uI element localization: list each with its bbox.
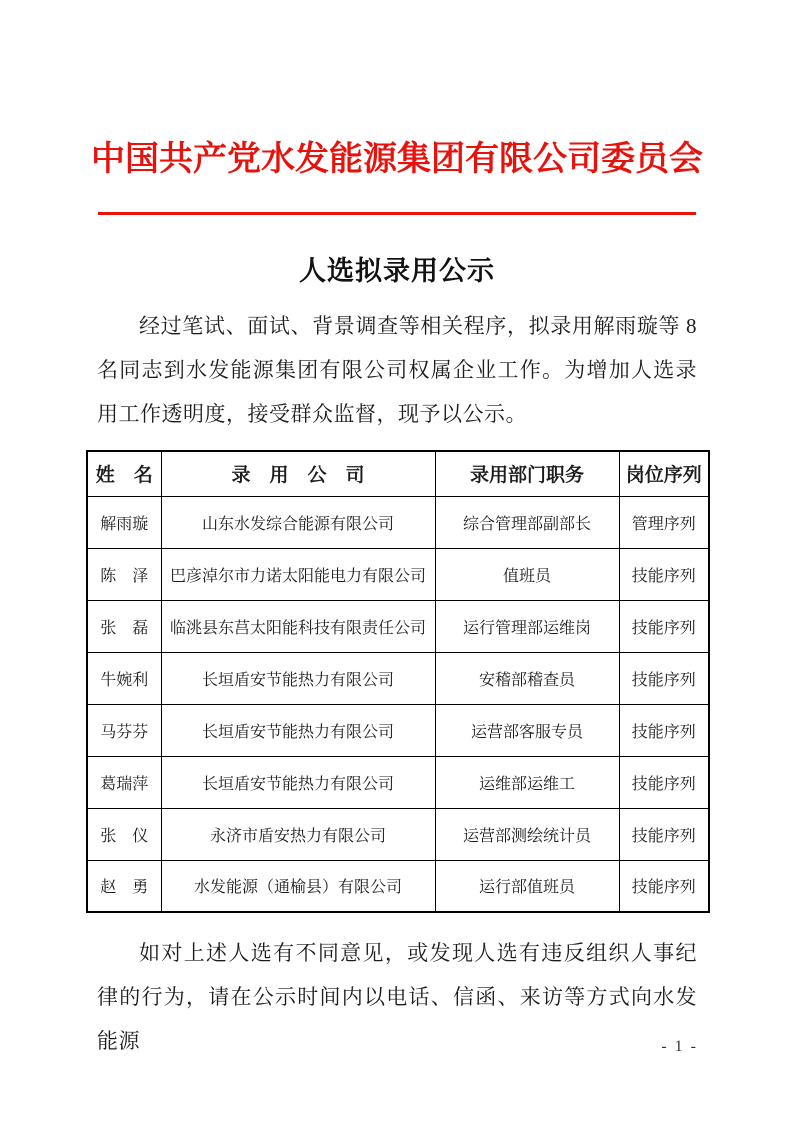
cell-series: 技能序列 — [619, 548, 709, 600]
cell-series: 技能序列 — [619, 808, 709, 860]
cell-series: 技能序列 — [619, 652, 709, 704]
cell-company: 长垣盾安节能热力有限公司 — [161, 652, 435, 704]
header-company: 录 用 公 司 — [161, 451, 435, 496]
cell-position: 综合管理部副部长 — [435, 496, 619, 548]
cell-series: 管理序列 — [619, 496, 709, 548]
table-row — [87, 808, 709, 860]
cell-company: 永济市盾安热力有限公司 — [161, 808, 435, 860]
cell-position: 值班员 — [435, 548, 619, 600]
table-row — [87, 548, 709, 600]
cell-name: 陈 泽 — [87, 548, 161, 600]
cell-series: 技能序列 — [619, 704, 709, 756]
header-name: 姓 名 — [87, 451, 161, 496]
cell-company: 山东水发综合能源有限公司 — [161, 496, 435, 548]
cell-name: 张 仪 — [87, 808, 161, 860]
cell-name: 解雨璇 — [87, 496, 161, 548]
organization-title: 中国共产党水发能源集团有限公司委员会 — [91, 141, 703, 178]
cell-position: 运营部测绘统计员 — [435, 808, 619, 860]
cell-name: 葛瑞萍 — [87, 756, 161, 808]
cell-position: 运行管理部运维岗 — [435, 600, 619, 652]
cell-company: 长垣盾安节能热力有限公司 — [161, 704, 435, 756]
closing-paragraph: 如对上述人选有不同意见，或发现人选有违反组织人事纪律的行为，请在公示时间内以电话、信函、来访等方式向水发能源 — [97, 941, 697, 1054]
header-department-position: 录用部门职务 — [435, 451, 619, 496]
table-header-row — [87, 451, 709, 496]
table-row — [87, 600, 709, 652]
cell-name: 赵 勇 — [87, 860, 161, 912]
cell-company: 长垣盾安节能热力有限公司 — [161, 756, 435, 808]
cell-name: 牛婉利 — [87, 652, 161, 704]
cell-series: 技能序列 — [619, 756, 709, 808]
intro-paragraph: 经过笔试、面试、背景调查等相关程序，拟录用解雨璇等 8 名同志到水发能源集团有限公司权属企业工作。为增加人选录用工作透明度，接受群众监督，现予以公示。 — [97, 314, 697, 427]
table-row — [87, 496, 709, 548]
header-position-series: 岗位序列 — [619, 451, 709, 496]
red-divider-rule — [98, 212, 696, 215]
page-number: - 1 - — [661, 1038, 698, 1055]
table-row — [87, 860, 709, 912]
cell-series: 技能序列 — [619, 600, 709, 652]
cell-company: 临洮县东莒太阳能科技有限责任公司 — [161, 600, 435, 652]
document-title: 人选拟录用公示 — [299, 256, 495, 287]
table-row — [87, 652, 709, 704]
cell-position: 运营部客服专员 — [435, 704, 619, 756]
cell-company: 巴彦淖尔市力诺太阳能电力有限公司 — [161, 548, 435, 600]
cell-position: 运行部值班员 — [435, 860, 619, 912]
cell-position: 安稽部稽查员 — [435, 652, 619, 704]
cell-name: 张 磊 — [87, 600, 161, 652]
table-row — [87, 756, 709, 808]
table-row — [87, 704, 709, 756]
cell-series: 技能序列 — [619, 860, 709, 912]
cell-company: 水发能源（通榆县）有限公司 — [161, 860, 435, 912]
hiring-table — [86, 450, 710, 913]
cell-name: 马芬芬 — [87, 704, 161, 756]
cell-position: 运维部运维工 — [435, 756, 619, 808]
